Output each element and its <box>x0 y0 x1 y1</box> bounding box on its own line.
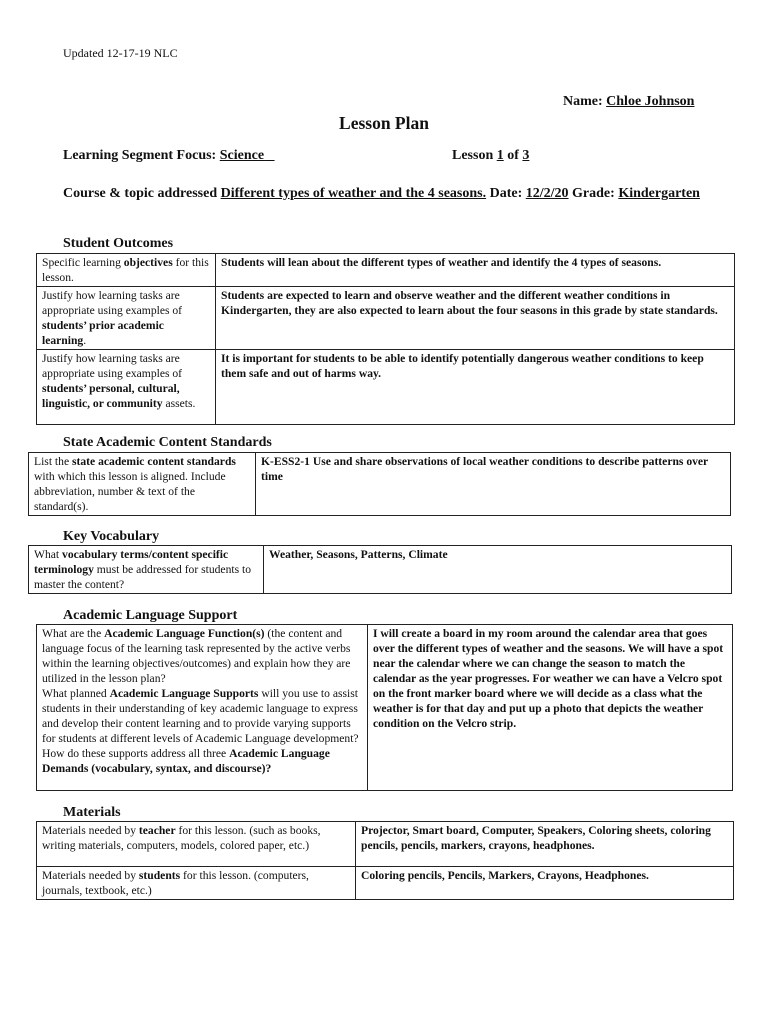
prompt-emphasis: Academic Language Demands (vocabulary, syntax, and discourse)? <box>42 747 330 775</box>
materials-heading: Materials <box>63 805 121 820</box>
segment-pad <box>264 148 275 163</box>
prompt-text: What are the <box>42 627 105 640</box>
prompt-emphasis: students <box>138 869 181 882</box>
page-title: Lesson Plan <box>339 113 429 133</box>
prompt-text: What <box>34 548 63 561</box>
prompt-emphasis: vocabulary terms/content specific terminology <box>34 548 229 576</box>
course-topic <box>63 185 703 203</box>
standards-heading: State Academic Content Standards <box>63 435 272 450</box>
date-label: Date: <box>486 186 526 201</box>
table-row <box>37 350 735 425</box>
lesson-current: 1 <box>496 148 504 163</box>
grade-value: Kindergarten <box>618 186 700 201</box>
segment-value <box>220 148 275 163</box>
name-label: Name: <box>563 94 607 109</box>
outcome-prompt-objectives <box>37 254 216 287</box>
prompt-text: must be addressed for students to master the content? <box>34 563 252 591</box>
standards-answer: K-ESS2-1 Use and share observations of local weather conditions to describe patterns over time <box>256 453 731 516</box>
table-row <box>29 453 731 516</box>
segment-value-text: Science <box>219 148 265 163</box>
learning-segment-focus <box>63 148 275 164</box>
prompt-text: What planned <box>42 687 110 700</box>
standards-table <box>28 452 731 516</box>
lesson-label: Lesson <box>452 148 497 163</box>
outcome-prompt-assets <box>37 350 216 425</box>
language-support-answer: I will create a board in my room around the calendar area that goes over the different types of weather and the seasons. We will have a spot near the calendar where we can change the season to match the calendar as the year progresses. For weather we can have a Velcro spot on the front marker board where we will decide as a class what the weather is for that day and put up a photo that depicts the weather condition on the Velcro strip. <box>368 625 733 791</box>
lesson-number <box>452 148 529 164</box>
prompt-emphasis: students’ personal, cultural, linguistic, or community <box>42 382 180 410</box>
prompt-text: for this lesson. (such as books, writing materials, computers, models, colored paper, etc.) <box>42 824 321 852</box>
table-row <box>37 822 734 867</box>
vocabulary-heading: Key Vocabulary <box>63 529 160 544</box>
prompt-text: List the <box>34 455 72 468</box>
student-name <box>563 94 694 110</box>
grade-label: Grade: <box>568 186 619 201</box>
prompt-text: for this lesson. (computers, journals, textbook, etc.) <box>42 869 309 897</box>
materials-students-answer: Coloring pencils, Pencils, Markers, Crayons, Headphones. <box>356 867 734 900</box>
language-support-heading: Academic Language Support <box>63 608 238 623</box>
prompt-emphasis: Academic Language Supports <box>109 687 259 700</box>
prompt-emphasis: teacher <box>138 824 176 837</box>
materials-teacher-answer: Projector, Smart board, Computer, Speakers, Coloring sheets, coloring pencils, pencils, markers, crayons, headphones. <box>356 822 734 867</box>
language-support-prompt <box>37 625 368 791</box>
outcome-prompt-prior-learning <box>37 287 216 350</box>
segment-label: Learning Segment Focus: <box>63 148 220 163</box>
prompt-text: Specific learning <box>42 256 124 269</box>
table-row <box>37 867 734 900</box>
prompt-emphasis: state academic content standards <box>72 455 236 468</box>
prompt-text: Justify how learning tasks are appropriate using examples of <box>42 352 183 380</box>
outcome-answer-objectives: Students will lean about the different types of weather and identify the 4 types of seasons. <box>216 254 735 287</box>
vocabulary-prompt <box>29 546 264 594</box>
prompt-text: Materials needed by <box>42 824 139 837</box>
prompt-text: Justify how learning tasks are appropriate using examples of <box>42 289 183 317</box>
outcome-answer-prior-learning: Students are expected to learn and observe weather and the different weather conditions in Kindergarten, they are also expected to learn about the four seasons in this grade by state standards. <box>216 287 735 350</box>
prompt-text: for this lesson. <box>42 256 209 284</box>
vocabulary-table <box>28 545 732 594</box>
prompt-text: with which this lesson is aligned. Include abbreviation, number & text of the standard(s). <box>34 470 226 513</box>
outcome-answer-assets: It is important for students to be able to identify potentially dangerous weather conditions to keep them safe and out of harms way. <box>216 350 735 425</box>
lesson-of: of <box>503 148 523 163</box>
vocabulary-answer: Weather, Seasons, Patterns, Climate <box>264 546 732 594</box>
name-value: Chloe Johnson <box>606 94 695 109</box>
student-outcomes-heading: Student Outcomes <box>63 236 174 251</box>
table-row <box>29 546 732 594</box>
materials-students-prompt <box>37 867 356 900</box>
standards-prompt <box>29 453 256 516</box>
prompt-emphasis: Academic Language Function(s) <box>104 627 265 640</box>
prompt-emphasis: objectives <box>123 256 173 269</box>
table-row <box>37 254 735 287</box>
updated-note: Updated 12-17-19 NLC <box>63 46 178 60</box>
prompt-emphasis: students’ prior academic learning <box>42 319 164 347</box>
prompt-text: will you use to assist students in their understanding of key academic language to express and develop their content learning and to provide varying supports for students at different levels of Academic Language development? How do these supports address all three <box>42 687 359 760</box>
materials-teacher-prompt <box>37 822 356 867</box>
prompt-text: . <box>83 334 87 347</box>
materials-table <box>36 821 734 900</box>
table-row <box>37 287 735 350</box>
lesson-total: 3 <box>522 148 530 163</box>
course-topic-value: Different types of weather and the 4 seasons. <box>220 186 487 201</box>
table-row <box>37 625 733 791</box>
prompt-text: (the content and language focus of the learning task represented by the active verbs within the learning objectives/outcomes) and explain how they are utilized in the lesson plan? <box>42 627 351 685</box>
course-label: Course & topic addressed <box>63 186 221 201</box>
date-value: 12/2/20 <box>525 186 569 201</box>
language-support-table <box>36 624 733 791</box>
prompt-text: Materials needed by <box>42 869 139 882</box>
prompt-text: assets. <box>162 397 196 410</box>
student-outcomes-table <box>36 253 735 425</box>
